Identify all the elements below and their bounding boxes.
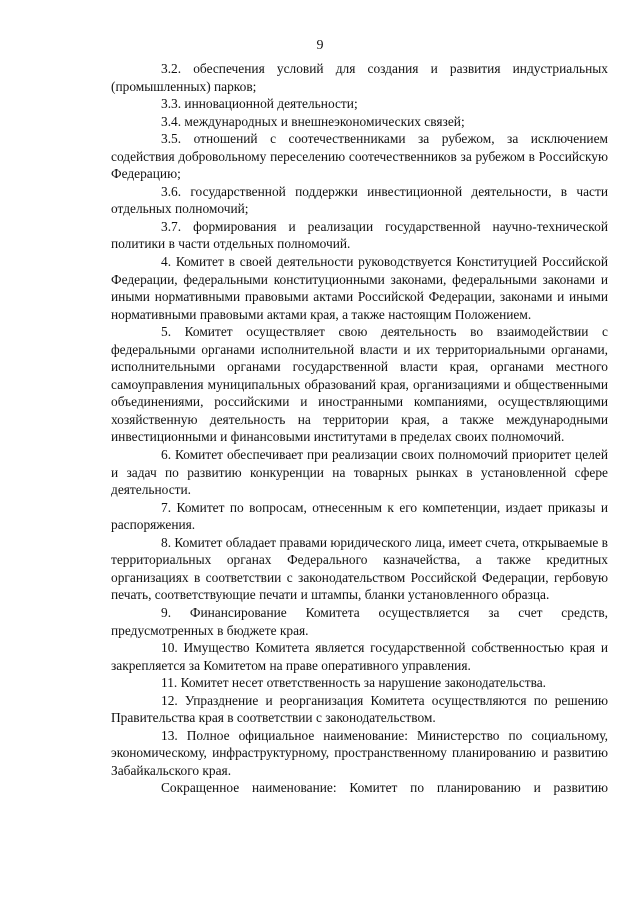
paragraph-3-7: 3.7. формирования и реализации государственной научно-технической политики в части отдельных полномочий.	[111, 218, 608, 252]
page-number: 9	[316, 38, 324, 53]
paragraph-short-name: Сокращенное наименование: Комитет по планированию и развитию	[161, 780, 608, 796]
paragraph-3-2: 3.2. обеспечения условий для создания и развития индустриальных (промышленных) парков;	[111, 61, 608, 94]
paragraph-12: 12. Упразднение и реорганизация Комитета осуществляются по решению Правительства края в соответствии с законодательством.	[111, 692, 608, 726]
paragraph-13: 13. Полное официальное наименование: Министерство по социальному, экономическому, инфраструктурному, пространственному планированию и развитию Забайкальского края.	[111, 727, 608, 778]
paragraph-5: 5. Комитет осуществляет свою деятельность во взаимодействии с федеральными органами исполнительной власти и их территориальными органами, исполнительными органами государственной власти края, органами местного самоуправления муниципальных образований края, организациями и общественными объединениями, российскими и иностранными компаниями, осуществляющими хозяйственную деятельность на территории края, а также международными инвестиционными и финансовыми институтами в пределах своих полномочий.	[111, 324, 608, 445]
paragraph-3-4: 3.4. международных и внешнеэкономических связей;	[161, 113, 465, 129]
paragraph-7: 7. Комитет по вопросам, отнесенным к его компетенции, издает приказы и распоряжения.	[111, 499, 608, 533]
paragraph-6: 6. Комитет обеспечивает при реализации своих полномочий приоритет целей и задач по развитию конкуренции на товарных рынках в установленной сфере деятельности.	[111, 447, 608, 498]
paragraph-4: 4. Комитет в своей деятельности руководствуется Конституцией Российской Федерации, федеральными конституционными законами, федеральными законами и иными нормативными правовыми актами Российской Федерации, законами и иными нормативными правовыми актами края, а также настоящим Положением.	[111, 254, 608, 322]
paragraph-3-3: 3.3. инновационной деятельности;	[161, 96, 358, 112]
paragraph-9: 9. Финансирование Комитета осуществляется за счет средств, предусмотренных в бюджете края.	[111, 604, 608, 638]
paragraph-11: 11. Комитет несет ответственность за нарушение законодательства.	[161, 675, 547, 691]
paragraph-3-5: 3.5. отношений с соотечественниками за рубежом, за исключением содействия добровольному переселению соотечественников за рубежом в Российскую Федерацию;	[111, 131, 608, 182]
paragraph-3-6: 3.6. государственной поддержки инвестиционной деятельности, в части отдельных полномочий;	[111, 183, 608, 217]
paragraph-10: 10. Имущество Комитета является государственной собственностью края и закрепляется за Комитетом на праве оперативного управления.	[111, 640, 608, 673]
document-body	[111, 60, 608, 797]
paragraph-8: 8. Комитет обладает правами юридического лица, имеет счета, открываемые в территориальных органах Федерального казначейства, а также кредитных организациях в соответствии с законодательством Российской Федерации, гербовую печать, соответствующие печати и штампы, бланки установленного образца.	[111, 534, 608, 603]
